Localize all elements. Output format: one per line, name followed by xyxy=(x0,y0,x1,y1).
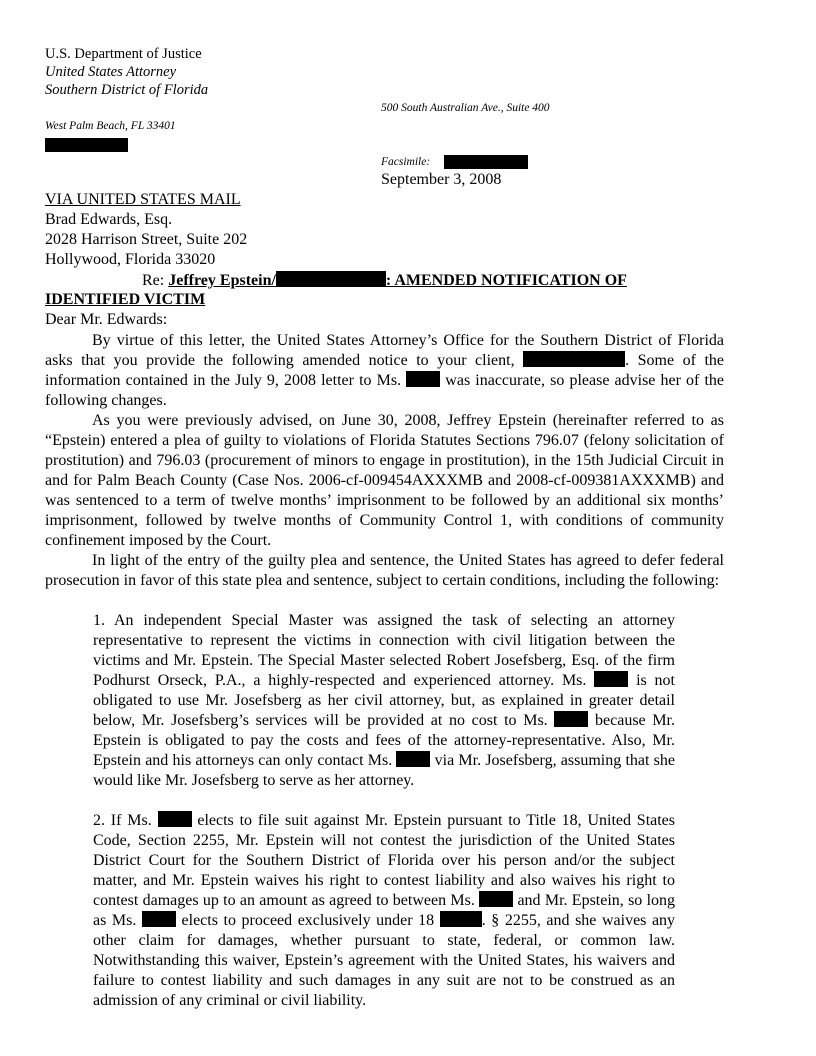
redaction-victim-name xyxy=(276,271,386,287)
item1-text-d: via Mr. Josefsberg, assuming that she would like Mr. Josefsberg to serve as her attorney. xyxy=(93,752,675,789)
condition-item-2 xyxy=(93,811,675,1011)
item1-text-a: 1. An independent Special Master was assigned the task of selecting an attorney representative to represent the victims in connection with civil litigation between the victims and Mr. Epstein. The Special Master selected Robert Josefsberg, Esq. of the firm Podhurst Orseck, P.A., a highly-respected and experienced attorney. Ms. xyxy=(93,612,675,689)
redaction-item2-c xyxy=(142,911,176,927)
redaction-item1-b xyxy=(554,711,588,727)
paragraph-3: In light of the entry of the guilty plea and sentence, the United States has agreed to defer federal prosecution in favor of this state plea and sentence, subject to certain conditions, including the following: xyxy=(45,552,724,589)
dept-name: U.S. Department of Justice xyxy=(45,46,202,62)
redaction-fax xyxy=(444,155,528,169)
redaction-item2-b xyxy=(479,891,513,907)
letter-date: September 3, 2008 xyxy=(381,171,502,188)
item1-text-b: is not obligated to use Mr. Josefsberg as her civil attorney, but, as explained in greater detail below, Mr. Josefsberg’s services will be provided at no cost to Ms. xyxy=(93,672,676,729)
item2-text-b: elects to file suit against Mr. Epstein pursuant to Title 18, United States Code, Section 2255, Mr. Epstein will not contest the jurisdiction of the United States District Court for the Southern District of Florida over his person and/or the subject matter, and Mr. Epstein waives his right to contest liability and also waives his right to contest damages up to an amount as agreed to between Ms. xyxy=(93,812,676,909)
re-label: Re: xyxy=(142,272,165,289)
redaction-item1-c xyxy=(396,751,430,767)
salutation: Dear Mr. Edwards: xyxy=(45,311,168,328)
redaction-client-name xyxy=(523,351,625,367)
item1-text-c: because Mr. Epstein is obligated to pay the costs and fees of the attorney-representative. Also, Mr. Epstein and his attorneys can only contact Ms. xyxy=(93,712,675,769)
office-city: West Palm Beach, FL 33401 xyxy=(45,120,176,132)
p1-text-c: was inaccurate, so please advise her of the following changes. xyxy=(45,372,724,409)
district-name: Southern District of Florida xyxy=(45,82,209,98)
re-name: Jeffrey Epstein/ xyxy=(168,272,276,289)
office-address: 500 South Australian Ave., Suite 400 xyxy=(381,102,550,114)
p1-text-b: . Some of the information contained in the July 9, 2008 letter to Ms. xyxy=(45,352,724,389)
re-subject: : AMENDED NOTIFICATION OF xyxy=(385,272,627,289)
re-subject-continued: IDENTIFIED VICTIM xyxy=(45,291,206,308)
p1-text-a: By virtue of this letter, the United States Attorney’s Office for the Southern District of Florida asks that you provide the following amended notice to your client, xyxy=(45,332,724,369)
paragraph-1 xyxy=(45,331,724,411)
paragraph-2: As you were previously advised, on June 30, 2008, Jeffrey Epstein (hereinafter referred to as “Epstein) entered a plea of guilty to violations of Florida Statutes Sections 796.07 (felony solicitation of prostitution) and 796.03 (procurement of minors to engage in prostitution), in the 15th Judicial Circuit in and for Palm Beach County (Case Nos. 2006-cf-009454AXXXMB and 2008-cf-009381AXXXMB) and was sentenced to a term of twelve months’ imprisonment to be followed by an additional six months’ imprisonment, followed by twelve months of Community Control 1, with conditions of community confinement imposed by the Court. xyxy=(45,412,724,549)
recipient-city: Hollywood, Florida 33020 xyxy=(45,251,216,268)
redaction-ms-name xyxy=(406,371,440,387)
item2-text-c: and Mr. Epstein, so long as Ms. xyxy=(93,892,676,929)
delivery-method: VIA UNITED STATES MAIL xyxy=(45,191,241,208)
item2-text-d: elects to proceed exclusively under 18 xyxy=(181,912,435,929)
redaction-item2-a xyxy=(158,811,192,827)
redaction-item1-a xyxy=(594,671,628,687)
redaction-item2-d xyxy=(440,911,482,927)
condition-item-1 xyxy=(93,611,675,791)
fax-label: Facsimile: xyxy=(381,156,431,168)
item2-text-e: . § 2255, and she waives any other claim for damages, whether pursuant to state, federal, or common law. Notwithstanding this waiver, Epstein’s agreement with the United States, his waivers and failure to contest liability and such damages in any suit are not to be construed as an admission of any criminal or civil liability. xyxy=(93,912,676,1009)
item2-text-a: 2. If Ms. xyxy=(93,812,152,829)
office-name: United States Attorney xyxy=(45,64,177,80)
recipient-name: Brad Edwards, Esq. xyxy=(45,211,173,228)
recipient-street: 2028 Harrison Street, Suite 202 xyxy=(45,231,248,248)
redaction-phone xyxy=(45,138,128,152)
re-line xyxy=(142,271,627,290)
